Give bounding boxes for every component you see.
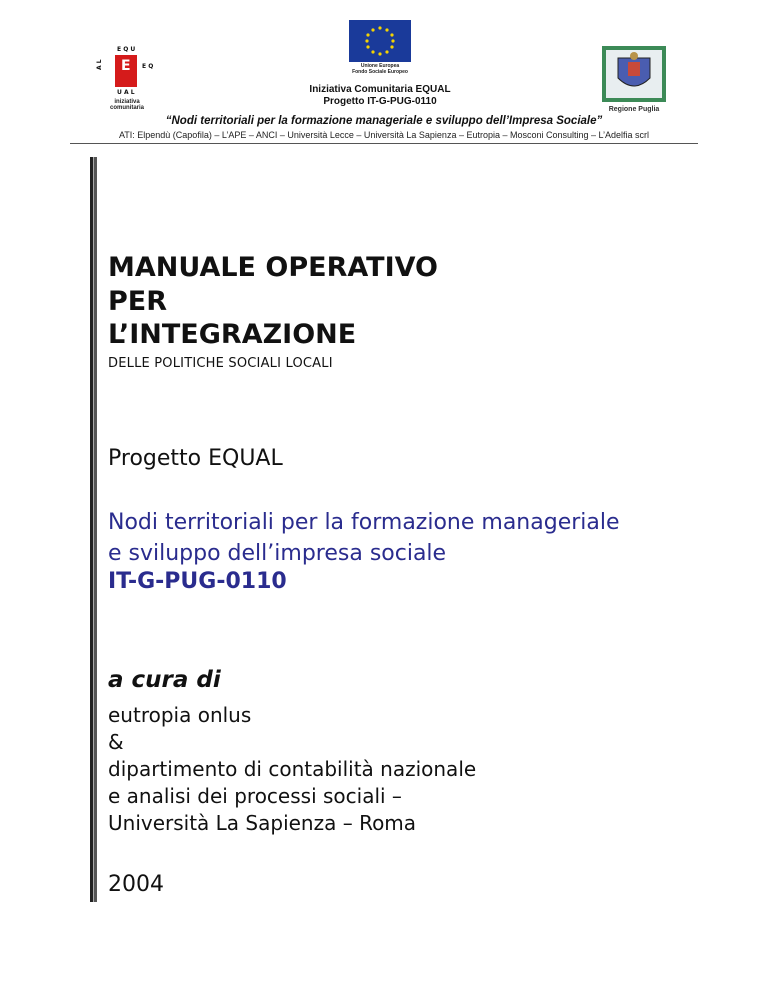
equal-initiative-logo: [95, 42, 167, 112]
credits-line5: Università La Sapienza – Roma: [108, 811, 417, 835]
credits-line3: dipartimento di contabilità nazionale: [108, 757, 477, 781]
title-line1: MANUALE OPERATIVO: [108, 252, 439, 283]
eu-caption-line1: Unione Europea: [360, 63, 400, 69]
project-name-line2: e sviluppo dell’impresa sociale: [108, 541, 447, 566]
svg-text:E Q: E Q: [142, 63, 154, 70]
credits-block: [108, 702, 476, 837]
credits-line1: eutropia onlus: [108, 703, 252, 727]
credits-heading: a cura di: [108, 667, 221, 693]
svg-text:A L: A L: [96, 59, 103, 70]
title-subtitle: DELLE POLITICHE SOCIALI LOCALI: [108, 356, 333, 371]
initiative-line2: Progetto IT-G-PUG-0110: [323, 96, 437, 107]
credits-line2: &: [108, 730, 124, 754]
regione-puglia-logo: [600, 44, 668, 104]
svg-text:U A L: U A L: [117, 89, 135, 96]
equal-logo-letter: E: [121, 58, 131, 74]
equal-logo-caption: iniziativa comunitaria: [109, 99, 144, 111]
header-divider: [70, 143, 698, 144]
project-code: IT-G-PUG-0110: [108, 569, 287, 594]
project-name-line1: Nodi territoriali per la formazione manageriale: [108, 510, 620, 535]
puglia-crest-icon: [600, 44, 668, 104]
publication-year: 2004: [108, 872, 164, 897]
header-project-subtitle: “Nodi territoriali per la formazione manageriale e sviluppo dell’Impresa Sociale”: [165, 115, 603, 127]
credits-line4: e analisi dei processi sociali –: [108, 784, 402, 808]
header-ati-partners: ATI: Elpendù (Capofila) – L’APE – ANCI – Università Lecce – Università La Sapienza – Eutropia – Mosconi Consulting – L’Adelfia scrl: [118, 130, 650, 140]
left-vertical-rule: [90, 157, 97, 902]
eu-caption-line2: Fondo Sociale Europeo: [352, 69, 408, 75]
initiative-line1: Iniziativa Comunitaria EQUAL: [309, 84, 451, 95]
title-line3: L’INTEGRAZIONE: [108, 319, 357, 350]
project-label: Progetto EQUAL: [108, 446, 283, 471]
eu-flag-icon: [349, 20, 411, 62]
project-name: [108, 507, 620, 569]
svg-text:E Q U: E Q U: [117, 46, 136, 53]
regione-puglia-caption: Regione Puglia: [608, 106, 660, 113]
eu-flag-logo: [349, 20, 411, 62]
title-line2: PER: [108, 286, 168, 317]
